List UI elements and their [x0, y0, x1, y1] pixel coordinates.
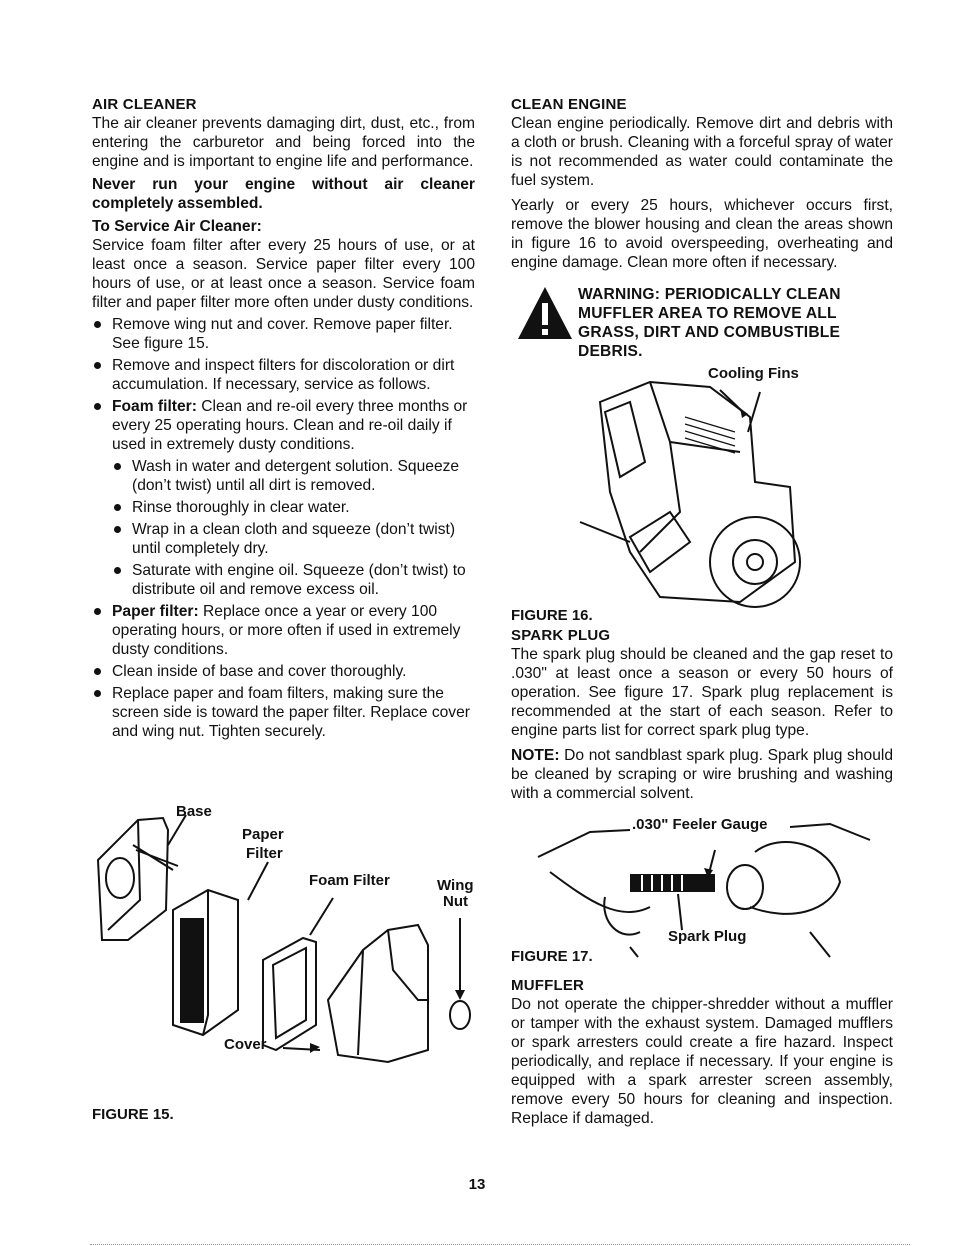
feeler-gauge-label: .030" Feeler Gauge [632, 816, 768, 833]
air-cleaner-final-steps [92, 602, 475, 741]
figure-16 [570, 362, 900, 617]
list-item: Remove and inspect filters for discoloration or dirt accumulation. If necessary, service as follows. [92, 356, 475, 394]
figure-17 [530, 812, 880, 962]
spark-plug-heading: SPARK PLUG [511, 627, 611, 644]
base-label: Base [176, 803, 212, 820]
figure-15 [88, 800, 488, 1070]
spark-plug-fig-label: Spark Plug [668, 928, 747, 945]
foam-filter-fig-label: Foam Filter [309, 872, 390, 889]
clean-engine-p1: Clean engine periodically. Remove dirt and debris with a cloth or brush. Cleaning with a forceful spray of water is not recommended as water could contaminate the fuel system. [511, 115, 893, 189]
figure-17-caption: FIGURE 17. [511, 948, 593, 965]
air-cleaner-warning: Never run your engine without air cleaner completely assembled. [92, 176, 475, 212]
list-item: Rinse thoroughly in clear water. [112, 498, 475, 517]
muffler-warning [516, 285, 896, 361]
air-cleaner-heading: AIR CLEANER [92, 96, 197, 113]
list-item: Replace paper and foam filters, making sure the screen side is toward the paper filter. Replace cover and wing nut. Tighten securely. [92, 684, 475, 741]
note-label: NOTE: [511, 747, 560, 764]
paper-filter-text: Replace once a year or every 100 operating hours, or more often if used in extremely dusty conditions. [112, 603, 461, 658]
list-item: Saturate with engine oil. Squeeze (don’t twist) to distribute oil and remove excess oil. [112, 561, 475, 599]
service-heading: To Service Air Cleaner: [92, 218, 262, 235]
spark-plug-note [511, 746, 893, 803]
spark-plug-section [511, 626, 893, 803]
clean-engine-heading: CLEAN ENGINE [511, 96, 627, 113]
figure-15-caption: FIGURE 15. [92, 1106, 174, 1123]
figure-16-caption: FIGURE 16. [511, 607, 593, 624]
wing-label: Wing [437, 877, 474, 894]
air-cleaner-intro: The air cleaner prevents damaging dirt, dust, etc., from entering the carburetor and being forced into the engine and is important to engine life and performance. [92, 115, 475, 170]
list-item [92, 602, 475, 659]
list-item: Wrap in a clean cloth and squeeze (don’t twist) until completely dry. [112, 520, 475, 558]
air-cleaner-illustration [88, 800, 488, 1070]
foam-filter-text: Clean and re-oil every three months or every 25 operating hours. Clean and re-oil daily if used in extremely dusty conditions. [112, 398, 468, 453]
spark-plug-p1: The spark plug should be cleaned and the gap reset to .030" at least once a season or every 50 hours of operation. See figure 17. Spark plug replacement is recommended at the start of each season. Refer to engine parts list for correct spark plug type. [511, 646, 893, 739]
muffler-warning-text: WARNING: PERIODICALLY CLEAN MUFFLER AREA TO REMOVE ALL GRASS, DIRT AND COMBUSTIBLE DEBRIS. [578, 286, 841, 360]
muffler-heading: MUFFLER [511, 977, 585, 994]
paper-label: Paper [242, 826, 284, 843]
filter-label: Filter [246, 845, 283, 862]
left-column [92, 95, 475, 741]
foam-filter-substeps [92, 457, 475, 599]
cover-label: Cover [224, 1036, 267, 1053]
right-column-top [511, 95, 893, 272]
paper-filter-label: Paper filter: [112, 603, 199, 620]
service-text: Service foam filter after every 25 hours of use, or at least once a season. Service paper filter every 100 hours of use, or at least once a season. Service foam filter and paper filter more often under dusty conditions. [92, 237, 475, 311]
muffler-section [511, 976, 893, 1128]
list-item: Remove wing nut and cover. Remove paper filter. See figure 15. [92, 315, 475, 353]
muffler-text: Do not operate the chipper-shredder without a muffler or tamper with the exhaust system. Damaged mufflers or spark arresters could create a fire hazard. Inspect periodically, and replace if necessary. If your engine is equipped with a spark arrester screen assembly, remove every 50 hours for cleaning and inspection. Replace if damaged. [511, 996, 893, 1127]
page-number: 13 [468, 1176, 486, 1193]
list-item: Clean inside of base and cover thoroughly. [92, 662, 475, 681]
clean-engine-p2: Yearly or every 25 hours, whichever occurs first, remove the blower housing and clean the areas shown in figure 16 to avoid overspeeding, overheating and engine damage. Clean more often if necessary. [511, 197, 893, 271]
nut-label: Nut [443, 893, 468, 910]
engine-illustration [570, 362, 900, 617]
foam-filter-label: Foam filter: [112, 398, 197, 415]
air-cleaner-steps [92, 315, 475, 454]
list-item [92, 397, 475, 454]
cooling-fins-label: Cooling Fins [708, 365, 799, 382]
note-text: Do not sandblast spark plug. Spark plug should be cleaned by scraping or wire brushing and washing with a commercial solvent. [511, 747, 893, 802]
list-item: Wash in water and detergent solution. Squeeze (don’t twist) until all dirt is removed. [112, 457, 475, 495]
warning-triangle-icon [516, 285, 574, 341]
